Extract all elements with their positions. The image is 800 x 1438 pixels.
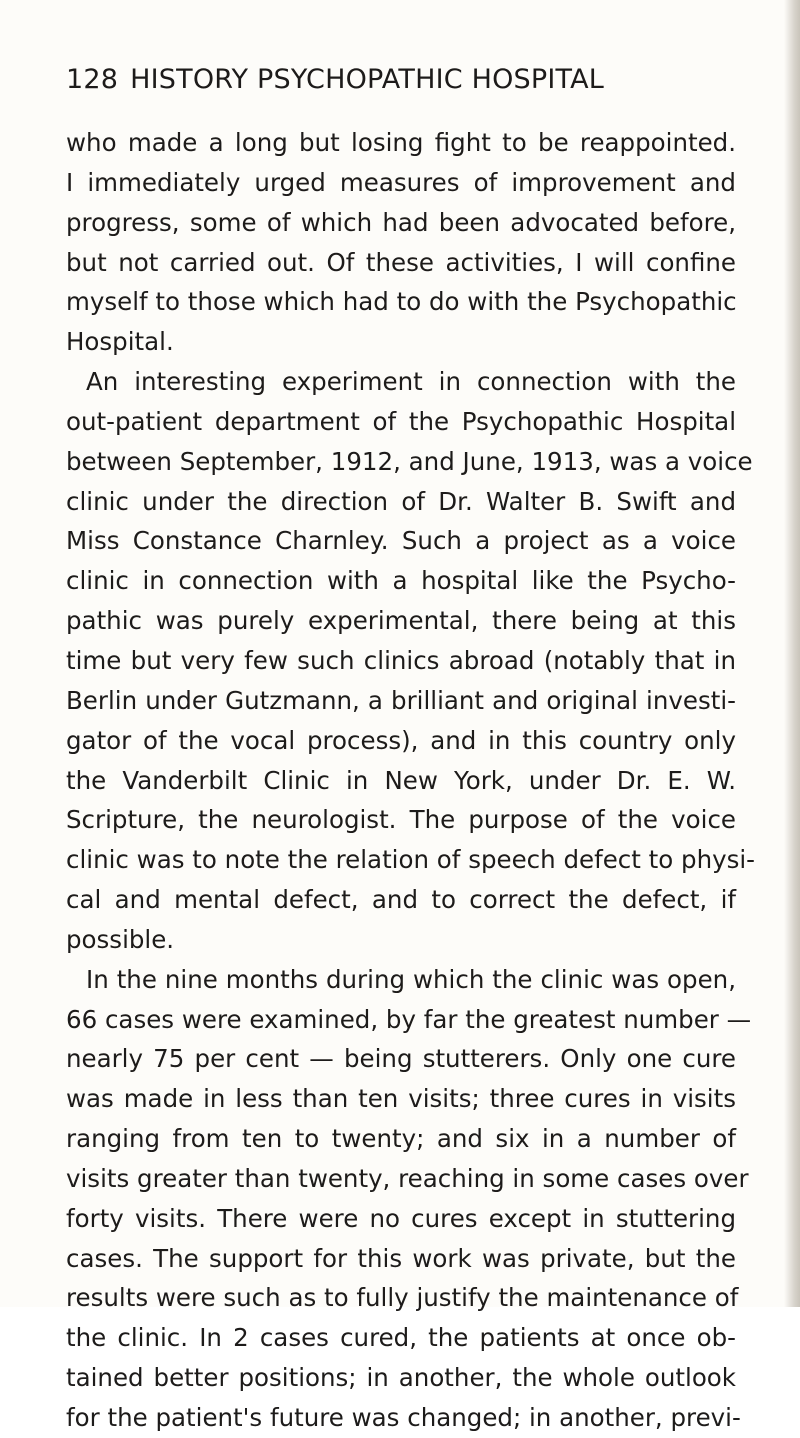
page-number: 128 [66,64,119,95]
text-line: clinic was to note the relation of speech defect to physi- [66,845,756,875]
text-line: was made in less than ten visits; three cures in visits [66,1084,736,1114]
text-line: the Vanderbilt Clinic in New York, under Dr. E. W. [66,765,736,795]
text-line: for the patient's future was changed; in another, previ- [66,1403,741,1432]
text-line: An interesting experiment in connection with the [86,367,736,397]
text-line: cal and mental defect, and to correct the defect, if [66,885,736,915]
text-line: results were such as to fully justify the maintenance of [66,1283,739,1313]
text-line: gator of the vocal process), and in this country only [66,725,736,755]
text-line: time but very few such clinics abroad (notably that in [66,645,736,675]
text-line: 66 cases were examined, by far the greatest number — [66,1004,752,1034]
text-line: cases. The support for this work was private, but the [66,1243,736,1273]
page-edge-shadow [784,0,800,1307]
text-line: myself to those which had to do with the Psychopathic [66,287,737,317]
text-line: Scripture, the neurologist. The purpose of the voice [66,805,736,835]
text-line: out-patient department of the Psychopathic Hospital [66,406,736,436]
text-line: Miss Constance Charnley. Such a project as a voice [66,526,736,556]
text-line: visits greater than twenty, reaching in some cases over [66,1163,749,1193]
text-line: but not carried out. Of these activities, I will confine [66,247,736,277]
text-line: In the nine months during which the clinic was open, [86,964,736,994]
text-line: the clinic. In 2 cases cured, the patients at once ob- [66,1323,736,1353]
text-line: nearly 75 per cent — being stutterers. Only one cure [66,1044,736,1074]
text-line: ranging from ten to twenty; and six in a number of [66,1124,736,1154]
text-line: pathic was purely experimental, there being at this [66,606,736,636]
text-line: tained better positions; in another, the whole outlook [66,1363,736,1393]
body-text [66,123,756,1438]
text-line: clinic in connection with a hospital like the Psycho- [66,566,736,596]
text-line: progress, some of which had been advocated before, [66,207,736,237]
text-line: Hospital. [66,327,174,357]
text-line: who made a long but losing fight to be reappointed. [66,128,736,157]
text-line: I immediately urged measures of improvement and [66,167,736,197]
text-line: between September, 1912, and June, 1913, was a voice [66,446,753,476]
text-line: forty visits. There were no cures except in stuttering [66,1203,736,1233]
text-line: possible. [66,924,175,954]
running-title: HISTORY PSYCHOPATHIC HOSPITAL [130,64,605,95]
text-line: clinic under the direction of Dr. Walter B. Swift and [66,486,736,516]
running-head [66,60,746,100]
text-line: Berlin under Gutzmann, a brilliant and original investi- [66,685,736,715]
